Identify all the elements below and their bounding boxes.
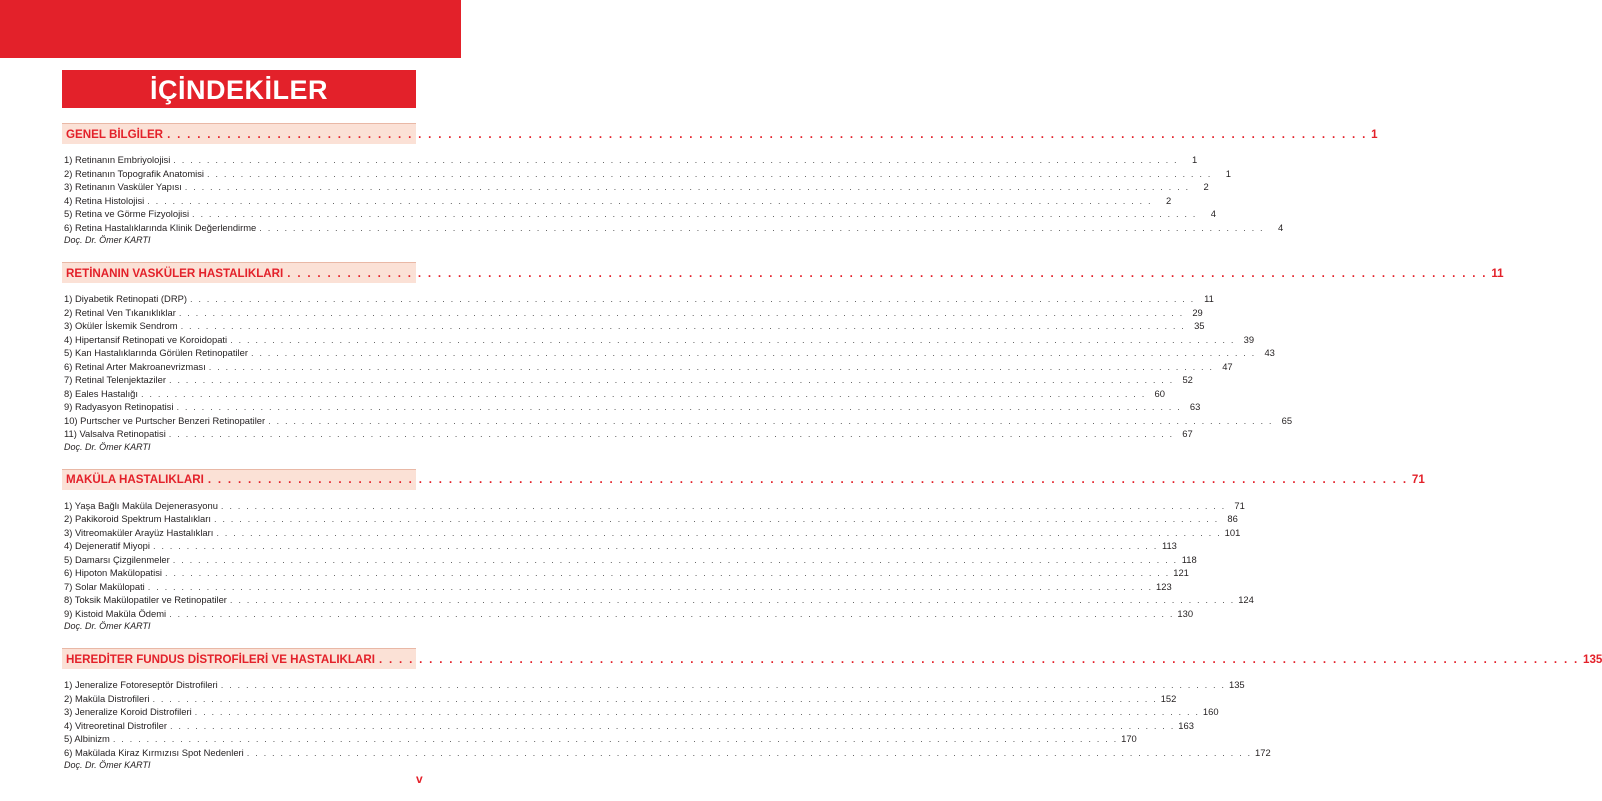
- entry-title: 3) Retinanın Vasküler Yapısı: [64, 181, 182, 192]
- toc-entry[interactable]: [62, 692, 1177, 706]
- entry-list: [62, 499, 1254, 621]
- leader-dots: . . . . . . . . . . . . . . . . . . . . . . . . . . . . . . . . . . . . . . . . . . . . . . . . . . . . . . . . . . . . . . . . . . . . . . . . . . . . . . . . . . . . . . . . . . . . . . . . . . . . . . . . . . . . . . . . . . . . . . . .: [170, 719, 1175, 731]
- toc-section: [62, 648, 1602, 772]
- entry-title: 9) Kistoid Maküla Ödemi: [64, 607, 167, 619]
- leader-dots: . . . . . . . . . . . . . . . . . . . . . . . . . . . . . . . . . . . . . . . . . . . . . . . . . . . . . . . . . . . . . . . . . . . . . . . . . . . . . . . . . . . . . . . . . . . . . . . . . . . . . . . . . . . . . . . . . . . . . . . .: [172, 553, 1178, 565]
- entry-page: 4: [1277, 221, 1284, 233]
- section-title: RETİNANIN VASKÜLER HASTALIKLARI: [66, 266, 284, 280]
- section-page: 71: [1411, 473, 1425, 486]
- entry-title: 2) Retinanın Topografik Anatomisi: [64, 167, 205, 179]
- entry-page: 121: [1173, 567, 1189, 578]
- leader-dots: . . . . . . . . . . . . . . . . . . . . . . . . . . . . . . . . . . . . . . . . . . . . . . . . . . . . . . . . . . . . . . . . . . . . . . . . . . . . . . . . . . . . . . . . . . . . . . . . . . . . . . . . . . . . . . . . . . . . . . . .: [250, 347, 1256, 358]
- toc-entry[interactable]: [62, 167, 1231, 181]
- entry-page: 60: [1154, 387, 1165, 399]
- entry-title: 8) Toksik Makülopatiler ve Retinopatiler: [64, 594, 227, 605]
- entry-page: 123: [1156, 580, 1172, 592]
- entry-page: 118: [1181, 553, 1197, 565]
- toc-entry[interactable]: [62, 607, 1194, 621]
- toc-entry[interactable]: [62, 221, 1284, 235]
- toc-entry[interactable]: [62, 306, 1203, 320]
- entry-title: 5) Damarsı Çizgilenmeler: [64, 553, 170, 565]
- top-color-band: [0, 0, 461, 58]
- entry-title: 2) Retinal Ven Tıkanıklıklar: [64, 306, 176, 318]
- entry-title: 3) Oküler İskemik Sendrom: [64, 320, 178, 331]
- entry-title: 1) Yaşa Bağlı Maküla Dejenerasyonu: [64, 499, 218, 511]
- entry-title: 2) Pakikoroid Spektrum Hastalıkları: [64, 513, 211, 524]
- entry-page: 2: [1203, 181, 1209, 192]
- leader-dots: . . . . . . . . . . . . . . . . . . . . . . . . . . . . . . . . . . . . . . . . . . . . . . . . . . . . . . . . . . . . . . . . . . . . . . . . . . . . . . . . . . . . . . . . . . . . . . . . . . . . . . . . . . . . . . . . . . . . . . . .: [208, 360, 1214, 372]
- leader-dots: . . . . . . . . . . . . . . . . . . . . . . . . . . . . . . . . . . . . . . . . . . . . . . . . . . . . . . . . . . . . . . . . . . . . . . . . . . . . . . . . . . . . . . . . . . . . . . . . . . . . . . . . . . . . . . . . . . . . . . . .: [192, 208, 1197, 219]
- entry-page: 152: [1160, 692, 1177, 704]
- entry-title: 7) Solar Makülopati: [64, 580, 145, 592]
- entry-title: 1) Retinanın Embriyolojisi: [64, 154, 171, 165]
- entry-page: 160: [1202, 706, 1219, 717]
- entry-page: 65: [1281, 414, 1293, 426]
- entry-page: 71: [1234, 499, 1245, 511]
- leader-dots: . . . . . . . . . . . . . . . . . . . . . . . . . . . . . . . . . . . . . . . . . . . . . . . . . . . . . . . . . . . . . . . . . . . . . . . . . . . . . . . . . . . . . . . . . . . . . . . . . . . . . . . . . . . . . . . . . . . . . . . .: [229, 594, 1235, 605]
- entry-page: 130: [1177, 607, 1194, 619]
- entry-title: 5) Retina ve Görme Fizyolojisi: [64, 208, 190, 219]
- entry-title: 8) Eales Hastalığı: [64, 387, 138, 399]
- entry-page: 29: [1192, 306, 1203, 318]
- toc-entry[interactable]: [62, 194, 1172, 208]
- leader-dots: . . . . . . . . . . . . . . . . . . . . . . . . . . . . . . . . . . . . . . . . . . . . . . . . . . . . . . . . . . . . . . . . . . . . . . . . . . . . . . . . . . . . . . . . . . . . . . . . . . . . . . . . . . . . . . . . . . . . . . . .: [378, 652, 1580, 666]
- entry-title: 2) Maküla Distrofileri: [64, 692, 150, 704]
- leader-dots: . . . . . . . . . . . . . . . . . . . . . . . . . . . . . . . . . . . . . . . . . . . . . . . . . . . . . . . . . . . . . . . . . . . . . . . . . . . . . . . . . . . . . . . . . . . . . . . . . . . . . . . . . . . . . . . . . . . . . . . .: [213, 513, 1219, 524]
- entry-title: 3) Vitreomaküler Arayüz Hastalıkları: [64, 526, 214, 538]
- entry-title: 6) Retina Hastalıklarında Klinik Değerlendirme: [64, 221, 257, 233]
- entry-title: 4) Dejeneratif Miyopi: [64, 540, 150, 551]
- entry-title: 11) Valsalva Retinopatisi: [64, 428, 166, 439]
- leader-dots: . . . . . . . . . . . . . . . . . . . . . . . . . . . . . . . . . . . . . . . . . . . . . . . . . . . . . . . . . . . . . . . . . . . . . . . . . . . . . . . . . . . . . . . . . . . . . . . . . . . . . . . . . . . . . . . . . . . . . . . .: [168, 428, 1174, 439]
- entry-list: [62, 292, 1293, 441]
- toc-entry[interactable]: [62, 400, 1201, 414]
- toc-entry[interactable]: [62, 153, 1198, 167]
- toc-entry[interactable]: [62, 427, 1193, 441]
- entry-title: 4) Hipertansif Retinopati ve Koroidopati: [64, 333, 228, 345]
- table-of-contents: [62, 123, 1602, 787]
- toc-entry[interactable]: [62, 414, 1293, 428]
- entry-title: 4) Vitreoretinal Distrofiler: [64, 719, 167, 731]
- section-header[interactable]: [62, 262, 1504, 283]
- toc-section: [62, 123, 1378, 247]
- toc-entry[interactable]: [62, 566, 1189, 580]
- toc-entry[interactable]: [62, 593, 1254, 607]
- toc-entry[interactable]: [62, 346, 1275, 360]
- entry-page: 172: [1255, 746, 1271, 758]
- entry-title: 10) Purtscher ve Purtscher Benzeri Retinopatiler: [64, 414, 266, 426]
- entry-page: 47: [1222, 360, 1233, 372]
- leader-dots: . . . . . . . . . . . . . . . . . . . . . . . . . . . . . . . . . . . . . . . . . . . . . . . . . . . . . . . . . . . . . . . . . . . . . . . . . . . . . . . . . . . . . . . . . . . . . . . . . . . . . . . . . . . . . . . . . . . . . . . .: [180, 320, 1186, 331]
- leader-dots: . . . . . . . . . . . . . . . . . . . . . . . . . . . . . . . . . . . . . . . . . . . . . . . . . . . . . . . . . . . . . . . . . . . . . . . . . . . . . . . . . . . . . . . . . . . . . . . . . . . . . . . . . . . . . . . . . . . . . . . .: [259, 221, 1265, 233]
- entry-title: 5) Kan Hastalıklarında Görülen Retinopatiler: [64, 347, 248, 358]
- entry-page: 39: [1243, 333, 1255, 345]
- entry-title: 1) Jeneralize Fotoreseptör Distrofileri: [64, 679, 218, 690]
- toc-section: [62, 469, 1425, 634]
- section-page: 11: [1491, 266, 1504, 280]
- entry-page: 52: [1182, 374, 1193, 385]
- toc-entry[interactable]: [62, 292, 1214, 306]
- entry-page: 135: [1228, 679, 1245, 690]
- section-header[interactable]: [62, 469, 1425, 490]
- leader-dots: . . . . . . . . . . . . . . . . . . . . . . . . . . . . . . . . . . . . . . . . . . . . . . . . . . . . . . . . . . . . . . . . . . . . . . . . . . . . . . . . . . . . . . . . . . . . . . . . . . . . . . . . . . . . . . . . . . . . . . . .: [176, 401, 1182, 412]
- leader-dots: . . . . . . . . . . . . . . . . . . . . . . . . . . . . . . . . . . . . . . . . . . . . . . . . . . . . . . . . . . . . . . . . . . . . . . . . . . . . . . . . . . . . . . . . . . . . . . . . . . . . . . . . . . . . . . . . . . . . . . . .: [164, 567, 1170, 578]
- section-header[interactable]: [62, 123, 1378, 144]
- toc-section: [62, 262, 1504, 454]
- toc-entry[interactable]: [62, 333, 1255, 347]
- leader-dots: . . . . . . . . . . . . . . . . . . . . . . . . . . . . . . . . . . . . . . . . . . . . . . . . . . . . . . . . . . . . . . . . . . . . . . . . . . . . . . . . . . . . . . . . . . . . . . . . . . . . . . . . . . . . . . . . . . . . . . . .: [194, 706, 1200, 717]
- entry-page: 11: [1204, 293, 1214, 304]
- leader-dots: . . . . . . . . . . . . . . . . . . . . . . . . . . . . . . . . . . . . . . . . . . . . . . . . . . . . . . . . . . . . . . . . . . . . . . . . . . . . . . . . . . . . . . . . . . . . . . . . . . . . . . . . . . . . . . . . . . . . . . . .: [167, 127, 1368, 141]
- section-title: HEREDİTER FUNDUS DİSTROFİLERİ VE HASTALIKLARI: [66, 652, 375, 666]
- section-author: Doç. Dr. Ömer KARTI: [64, 621, 151, 631]
- section-title: MAKÜLA HASTALIKLARI: [66, 473, 204, 486]
- toc-entry[interactable]: [62, 207, 1216, 221]
- section-author: Doç. Dr. Ömer KARTI: [64, 760, 151, 770]
- entry-title: 7) Retinal Telenjektaziler: [64, 374, 166, 385]
- toc-entry[interactable]: [62, 319, 1205, 333]
- toc-entry[interactable]: [62, 746, 1271, 760]
- entry-title: 6) Retinal Arter Makroanevrizması: [64, 360, 206, 372]
- leader-dots: . . . . . . . . . . . . . . . . . . . . . . . . . . . . . . . . . . . . . . . . . . . . . . . . . . . . . . . . . . . . . . . . . . . . . . . . . . . . . . . . . . . . . . . . . . . . . . . . . . . . . . . . . . . . . . . . . . . . . . . .: [287, 266, 1488, 280]
- leader-dots: . . . . . . . . . . . . . . . . . . . . . . . . . . . . . . . . . . . . . . . . . . . . . . . . . . . . . . . . . . . . . . . . . . . . . . . . . . . . . . . . . . . . . . . . . . . . . . . . . . . . . . . . . . . . . . . . . . . . . . . .: [216, 526, 1222, 538]
- leader-dots: . . . . . . . . . . . . . . . . . . . . . . . . . . . . . . . . . . . . . . . . . . . . . . . . . . . . . . . . . . . . . . . . . . . . . . . . . . . . . . . . . . . . . . . . . . . . . . . . . . . . . . . . . . . . . . . . . . . . . . . .: [168, 374, 1174, 385]
- leader-dots: . . . . . . . . . . . . . . . . . . . . . . . . . . . . . . . . . . . . . . . . . . . . . . . . . . . . . . . . . . . . . . . . . . . . . . . . . . . . . . . . . . . . . . . . . . . . . . . . . . . . . . . . . . . . . . . . . . . . . . . .: [147, 580, 1153, 592]
- leader-dots: . . . . . . . . . . . . . . . . . . . . . . . . . . . . . . . . . . . . . . . . . . . . . . . . . . . . . . . . . . . . . . . . . . . . . . . . . . . . . . . . . . . . . . . . . . . . . . . . . . . . . . . . . . . . . . . . . . . . . . . .: [169, 607, 1175, 619]
- entry-page: 4: [1210, 208, 1216, 219]
- toc-entry[interactable]: [62, 499, 1245, 513]
- toc-entry[interactable]: [62, 705, 1219, 719]
- page-number: v: [416, 772, 423, 786]
- leader-dots: . . . . . . . . . . . . . . . . . . . . . . . . . . . . . . . . . . . . . . . . . . . . . . . . . . . . . . . . . . . . . . . . . . . . . . . . . . . . . . . . . . . . . . . . . . . . . . . . . . . . . . . . . . . . . . . . . . . . . . . .: [207, 473, 1408, 486]
- leader-dots: . . . . . . . . . . . . . . . . . . . . . . . . . . . . . . . . . . . . . . . . . . . . . . . . . . . . . . . . . . . . . . . . . . . . . . . . . . . . . . . . . . . . . . . . . . . . . . . . . . . . . . . . . . . . . . . . . . . . . . . .: [189, 293, 1195, 304]
- entry-page: 1: [1192, 154, 1198, 165]
- toc-entry[interactable]: [62, 553, 1197, 567]
- leader-dots: . . . . . . . . . . . . . . . . . . . . . . . . . . . . . . . . . . . . . . . . . . . . . . . . . . . . . . . . . . . . . . . . . . . . . . . . . . . . . . . . . . . . . . . . . . . . . . . . . . . . . . . . . . . . . . . . . . . . . . . .: [184, 181, 1190, 192]
- entry-page: 113: [1161, 540, 1177, 551]
- toc-entry[interactable]: [62, 719, 1194, 733]
- entry-page: 163: [1178, 719, 1194, 731]
- entry-title: 6) Hipoton Makülopatisi: [64, 567, 162, 578]
- leader-dots: . . . . . . . . . . . . . . . . . . . . . . . . . . . . . . . . . . . . . . . . . . . . . . . . . . . . . . . . . . . . . . . . . . . . . . . . . . . . . . . . . . . . . . . . . . . . . . . . . . . . . . . . . . . . . . . . . . . . . . . .: [152, 540, 1158, 551]
- entry-list: [62, 153, 1284, 234]
- toc-entry[interactable]: [62, 526, 1241, 540]
- toc-entry[interactable]: [62, 678, 1245, 692]
- section-author: Doç. Dr. Ömer KARTI: [64, 441, 151, 452]
- toc-entry[interactable]: [62, 373, 1193, 387]
- entry-page: 170: [1121, 733, 1137, 744]
- leader-dots: . . . . . . . . . . . . . . . . . . . . . . . . . . . . . . . . . . . . . . . . . . . . . . . . . . . . . . . . . . . . . . . . . . . . . . . . . . . . . . . . . . . . . . . . . . . . . . . . . . . . . . . . . . . . . . . . . . . . . . . .: [268, 414, 1274, 426]
- entry-page: 63: [1189, 401, 1201, 412]
- leader-dots: . . . . . . . . . . . . . . . . . . . . . . . . . . . . . . . . . . . . . . . . . . . . . . . . . . . . . . . . . . . . . . . . . . . . . . . . . . . . . . . . . . . . . . . . . . . . . . . . . . . . . . . . . . . . . . . . . . . . . . . .: [246, 746, 1252, 758]
- toc-entry[interactable]: [62, 387, 1165, 401]
- toc-entry[interactable]: [62, 360, 1233, 374]
- section-author: Doç. Dr. Ömer KARTI: [64, 235, 151, 245]
- entry-title: 3) Jeneralize Koroid Distrofileri: [64, 706, 192, 717]
- leader-dots: . . . . . . . . . . . . . . . . . . . . . . . . . . . . . . . . . . . . . . . . . . . . . . . . . . . . . . . . . . . . . . . . . . . . . . . . . . . . . . . . . . . . . . . . . . . . . . . . . . . . . . . . . . . . . . . . . . . . . . . .: [147, 194, 1153, 206]
- entry-page: 86: [1227, 513, 1238, 524]
- leader-dots: . . . . . . . . . . . . . . . . . . . . . . . . . . . . . . . . . . . . . . . . . . . . . . . . . . . . . . . . . . . . . . . . . . . . . . . . . . . . . . . . . . . . . . . . . . . . . . . . . . . . . . . . . . . . . . . . . . . . . . . .: [141, 387, 1146, 399]
- leader-dots: . . . . . . . . . . . . . . . . . . . . . . . . . . . . . . . . . . . . . . . . . . . . . . . . . . . . . . . . . . . . . . . . . . . . . . . . . . . . . . . . . . . . . . . . . . . . . . . . . . . . . . . . . . . . . . . . . . . . . . . .: [230, 333, 1236, 345]
- section-header[interactable]: [62, 648, 1602, 669]
- section-page: 1: [1371, 127, 1378, 141]
- entry-title: 4) Retina Histolojisi: [64, 194, 145, 206]
- leader-dots: . . . . . . . . . . . . . . . . . . . . . . . . . . . . . . . . . . . . . . . . . . . . . . . . . . . . . . . . . . . . . . . . . . . . . . . . . . . . . . . . . . . . . . . . . . . . . . . . . . . . . . . . . . . . . . . . . . . . . . . .: [207, 167, 1212, 179]
- entry-page: 67: [1182, 428, 1193, 439]
- toc-entry[interactable]: [62, 180, 1209, 194]
- entry-page: 2: [1165, 194, 1172, 206]
- page-title: İÇİNDEKİLER: [62, 70, 416, 108]
- entry-page: 1: [1225, 167, 1231, 179]
- toc-entry[interactable]: [62, 732, 1137, 746]
- leader-dots: . . . . . . . . . . . . . . . . . . . . . . . . . . . . . . . . . . . . . . . . . . . . . . . . . . . . . . . . . . . . . . . . . . . . . . . . . . . . . . . . . . . . . . . . . . . . . . . . . . . . . . . . . . . . . . . . . . . . . . . .: [173, 154, 1179, 165]
- toc-entry[interactable]: [62, 580, 1172, 594]
- leader-dots: . . . . . . . . . . . . . . . . . . . . . . . . . . . . . . . . . . . . . . . . . . . . . . . . . . . . . . . . . . . . . . . . . . . . . . . . . . . . . . . . . . . . . . . . . . . . . . . . . . . . . . . . . . . . . . . . . . . . . . . .: [112, 733, 1118, 744]
- entry-title: 1) Diyabetik Retinopati (DRP): [64, 293, 187, 304]
- leader-dots: . . . . . . . . . . . . . . . . . . . . . . . . . . . . . . . . . . . . . . . . . . . . . . . . . . . . . . . . . . . . . . . . . . . . . . . . . . . . . . . . . . . . . . . . . . . . . . . . . . . . . . . . . . . . . . . . . . . . . . . .: [152, 692, 1158, 704]
- toc-entry[interactable]: [62, 512, 1238, 526]
- entry-page: 124: [1238, 594, 1254, 605]
- entry-title: 5) Albinizm: [64, 733, 110, 744]
- entry-list: [62, 678, 1271, 759]
- entry-title: 6) Makülada Kiraz Kırmızısı Spot Nedenleri: [64, 746, 244, 758]
- leader-dots: . . . . . . . . . . . . . . . . . . . . . . . . . . . . . . . . . . . . . . . . . . . . . . . . . . . . . . . . . . . . . . . . . . . . . . . . . . . . . . . . . . . . . . . . . . . . . . . . . . . . . . . . . . . . . . . . . . . . . . . .: [220, 499, 1226, 511]
- toc-entry[interactable]: [62, 539, 1177, 553]
- entry-page: 101: [1224, 526, 1241, 538]
- entry-page: 43: [1264, 347, 1275, 358]
- entry-page: 35: [1194, 320, 1205, 331]
- leader-dots: . . . . . . . . . . . . . . . . . . . . . . . . . . . . . . . . . . . . . . . . . . . . . . . . . . . . . . . . . . . . . . . . . . . . . . . . . . . . . . . . . . . . . . . . . . . . . . . . . . . . . . . . . . . . . . . . . . . . . . . .: [220, 679, 1226, 690]
- section-title: GENEL BİLGİLER: [66, 127, 164, 141]
- entry-title: 9) Radyasyon Retinopatisi: [64, 401, 174, 412]
- leader-dots: . . . . . . . . . . . . . . . . . . . . . . . . . . . . . . . . . . . . . . . . . . . . . . . . . . . . . . . . . . . . . . . . . . . . . . . . . . . . . . . . . . . . . . . . . . . . . . . . . . . . . . . . . . . . . . . . . . . . . . . .: [178, 306, 1184, 318]
- section-page: 135: [1583, 652, 1602, 666]
